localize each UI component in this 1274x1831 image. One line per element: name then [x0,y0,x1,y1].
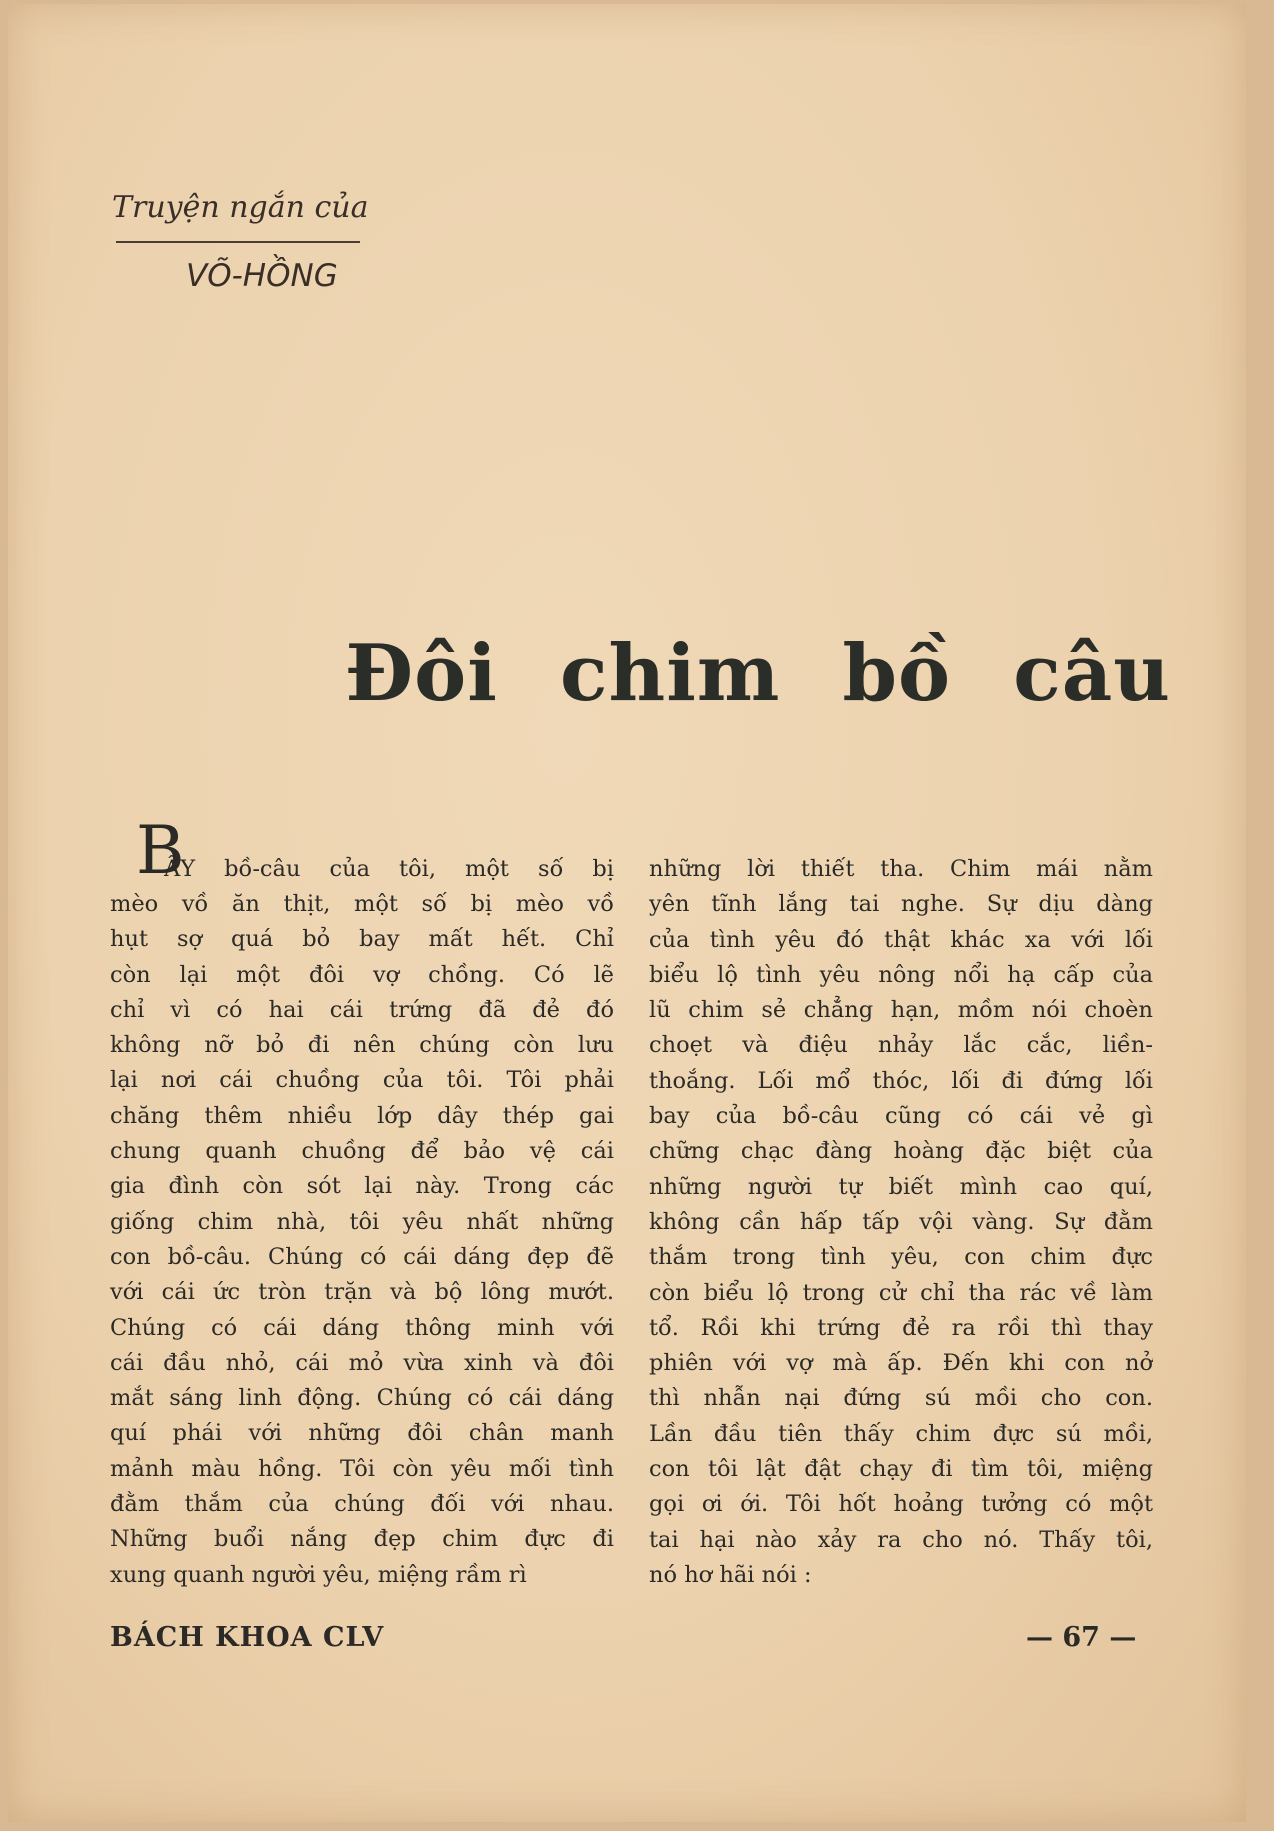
text-line: cái đầu nhỏ, cái mỏ vừa xinh và đôi [110,1349,614,1376]
text-line: nó hơ hãi nói : [649,1561,812,1588]
text-line: choẹt và điệu nhảy lắc cắc, liền- [649,1032,1153,1059]
text-line: không nỡ bỏ đi nên chúng còn lưu [110,1032,614,1059]
text-line: tai hại nào xảy ra cho nó. Thấy tôi, [649,1526,1153,1553]
text-line: chững chạc đàng hoàng đặc biệt của [649,1138,1153,1165]
story-title: Đôi chim bồ câu [345,628,1171,719]
text-line: quí phái với những đôi chân manh [110,1420,614,1447]
text-line: chung quanh chuồng để bảo vệ cái [110,1138,614,1165]
right-column [649,852,1153,1593]
text-line: còn biểu lộ trong cử chỉ tha rác về làm [649,1279,1153,1306]
text-line: thoắng. Lối mổ thóc, lối đi đứng lối [649,1067,1153,1094]
author-name: VÕ-HỒNG [186,258,338,294]
text-line: yên tĩnh lắng tai nghe. Sự dịu dàng [649,891,1153,918]
text-line: gia đình còn sót lại này. Trong các [110,1173,614,1200]
text-line: những người tự biết mình cao quí, [649,1173,1153,1200]
text-line: chỉ vì có hai cái trứng đã đẻ đó [110,996,614,1023]
drop-cap: B [136,812,185,889]
text-line: mảnh màu hồng. Tôi còn yêu mối tình [110,1455,614,1482]
text-line: lại nơi cái chuồng của tôi. Tôi phải [110,1067,614,1094]
text-line: đằm thắm của chúng đối với nhau. [110,1491,614,1518]
text-line: thì nhẫn nại đứng sú mồi cho con. [649,1385,1153,1412]
text-line: lũ chim sẻ chẳng hạn, mồm nói choèn [649,997,1153,1024]
text-line: phiên với vợ mà ấp. Đến khi con nở [649,1350,1153,1377]
left-column [110,887,614,1593]
text-line: thắm trong tình yêu, con chim đực [649,1244,1153,1271]
text-line: con tôi lật đật chạy đi tìm tôi, miệng [649,1456,1153,1483]
text-line: con bồ-câu. Chúng có cái dáng đẹp đẽ [110,1243,614,1270]
first-line [164,852,614,887]
text-line: giống chim nhà, tôi yêu nhất những [110,1208,614,1235]
text-line: gọi ơi ới. Tôi hốt hoảng tưởng có một [649,1491,1153,1518]
text-line: của tình yêu đó thật khác xa với lối [649,926,1153,953]
text-line: chăng thêm nhiều lớp dây thép gai [110,1102,614,1129]
text-line: ẦY bồ-câu của tôi, một số bị [164,856,614,882]
text-line: mắt sáng linh động. Chúng có cái dáng [110,1385,614,1412]
text-line: còn lại một đôi vợ chồng. Có lẽ [110,961,614,988]
text-line: với cái ức tròn trặn và bộ lông mướt. [110,1279,614,1306]
text-line: mèo vồ ăn thịt, một số bị mèo vồ [110,891,614,917]
text-line: không cần hấp tấp vội vàng. Sự đằm [649,1208,1153,1235]
text-line: Lần đầu tiên thấy chim đực sú mồi, [649,1420,1153,1447]
text-line: hụt sợ quá bỏ bay mất hết. Chỉ [110,926,614,953]
page-number: — 67 — [1026,1622,1137,1653]
text-line: Những buổi nắng đẹp chim đực đi [110,1526,614,1553]
text-line: Chúng có cái dáng thông minh với [110,1314,614,1341]
byline-divider [116,241,360,243]
text-line: biểu lộ tình yêu nông nổi hạ cấp của [649,961,1153,988]
publication-name: BÁCH KHOA CLV [110,1622,385,1653]
text-line: tổ. Rồi khi trứng đẻ ra rồi thì thay [649,1314,1153,1341]
text-line: những lời thiết tha. Chim mái nằm [649,856,1153,882]
byline: Truyện ngắn của [112,190,369,225]
text-line: bay của bồ-câu cũng có cái vẻ gì [649,1103,1153,1130]
text-line: xung quanh người yêu, miệng rầm rì [110,1561,527,1588]
